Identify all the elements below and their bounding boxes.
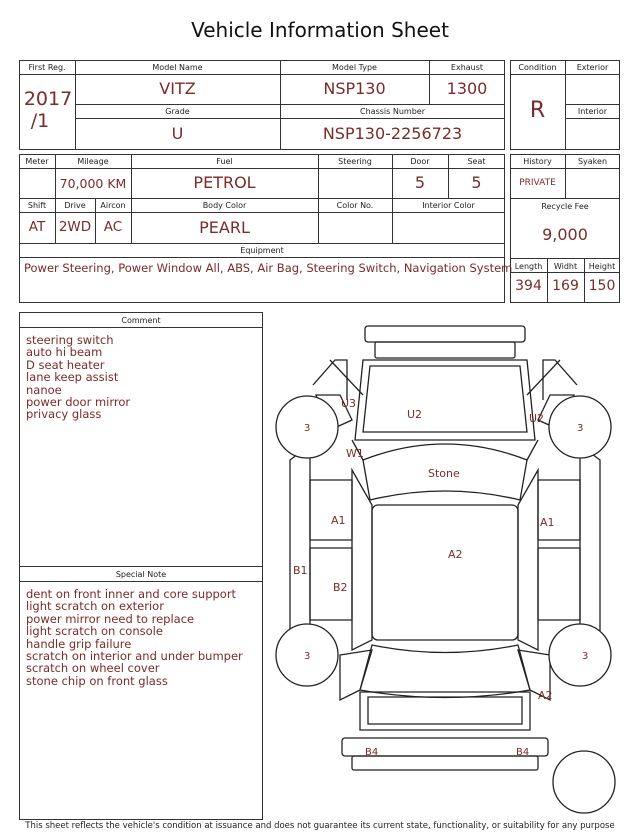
list-item: light scratch on console [26,624,163,639]
door-label: Door [410,157,430,166]
wheel-rear-right [549,624,611,686]
body-color-value: PEARL [199,218,250,237]
mark-b4-right: B4 [516,747,530,758]
mileage-label: Mileage [77,157,109,166]
list-item: handle grip failure [26,636,132,651]
height-label: Height [588,262,616,271]
list-item: steering switch [26,333,114,347]
special-note-list [26,588,243,687]
list-item: light scratch on exterior [26,599,164,614]
chassis-label: Chassis Number [360,107,425,116]
grade-label: Grade [165,107,190,116]
wheel-rl-mark: 3 [304,651,311,662]
model-type-value: NSP130 [323,79,386,98]
equipment-label: Equipment [240,246,284,255]
list-item: D seat heater [26,357,105,372]
equipment-value: Power Steering, Power Window All, ABS, Air Bag, Steering Switch, Navigation System [24,261,513,275]
condition-value: R [529,98,546,123]
mark-b4-left: B4 [365,747,379,758]
mark-stone: Stone [428,467,460,480]
aircon-label: Aircon [100,201,126,210]
width-value: 169 [552,278,579,294]
grade-value: U [171,124,184,143]
height-value: 150 [588,278,616,294]
aircon-value: AC [103,219,123,235]
model-type-label: Model Type [332,63,377,72]
mark-b2: B2 [333,581,348,594]
wheel-fl-mark: 3 [304,423,311,434]
color-no-label: Color No. [336,201,374,210]
special-note-label: Special Note [115,570,167,579]
mark-w1: W1 [346,447,364,460]
list-item: power door mirror [26,395,131,410]
wheel-rr-mark: 3 [582,651,589,662]
drive-value: 2WD [58,219,92,235]
shift-label: Shift [27,201,47,210]
fuel-label: Fuel [216,157,233,166]
body-color-label: Body Color [202,201,247,210]
mark-u2-right: U2 [529,412,545,425]
first-reg-label: First Reg. [28,63,66,72]
seat-label: Seat [467,157,486,166]
list-item: nanoe [26,382,62,397]
recycle-value: 9,000 [542,225,588,244]
interior-label: Interior [577,107,608,116]
condition-label: Condition [518,63,557,72]
recycle-label: Recycle Fee [541,202,589,211]
first-reg-year: 2017 [23,88,73,110]
width-label: Widht [553,262,578,271]
list-item: auto hi beam [26,345,103,360]
length-label: Length [514,262,543,271]
history-value: PRIVATE [519,178,556,188]
comment-list [26,334,130,421]
model-name-value: VITZ [159,79,196,98]
fuel-value: PETROL [193,173,256,192]
interior-color-label: Interior Color [422,201,475,210]
mark-b1: B1 [293,564,308,577]
disclaimer-footer: This sheet reflects the vehicle's condition at issuance and does not guarantee its current state, functionality, or suitability for any purpose [25,821,615,831]
mileage-value: 70,000 KM [59,176,127,191]
meter-label: Meter [25,157,49,166]
chassis-value: NSP130-2256723 [322,124,463,143]
exhaust-value: 1300 [446,79,488,98]
list-item: scratch on wheel cover [26,661,160,676]
list-item: lane keep assist [26,370,119,385]
spare-wheel [553,751,615,813]
exhaust-label: Exhaust [450,63,484,72]
model-name-label: Model Name [152,63,203,72]
syaken-label: Syaken [577,157,608,166]
wheel-fr-mark: 3 [577,423,584,434]
steering-label: Steering [338,157,372,166]
mark-a1-right: A1 [540,516,555,529]
mark-a2-rear: A2 [538,689,553,702]
history-label: History [523,157,552,166]
car-damage-diagram [270,315,630,820]
list-item: stone chip on front glass [26,673,168,688]
list-item: dent on front inner and core support [26,587,237,601]
first-reg-month: /1 [30,110,50,132]
mark-u3: U3 [341,397,357,410]
mark-u2-left: U2 [407,408,423,421]
drive-label: Drive [64,201,86,210]
comment-label: Comment [121,316,161,325]
page-title: Vehicle Information Sheet [191,18,449,42]
exterior-label: Exterior [576,63,609,72]
mark-a1-left: A1 [331,514,346,527]
door-value: 5 [414,173,426,192]
shift-value: AT [28,219,46,235]
list-item: power mirror need to replace [26,611,195,626]
seat-value: 5 [471,173,482,192]
length-value: 394 [515,278,542,294]
list-item: scratch on interior and under bumper [26,649,243,664]
list-item: privacy glass [26,407,102,422]
mark-a2-center: A2 [448,548,463,561]
